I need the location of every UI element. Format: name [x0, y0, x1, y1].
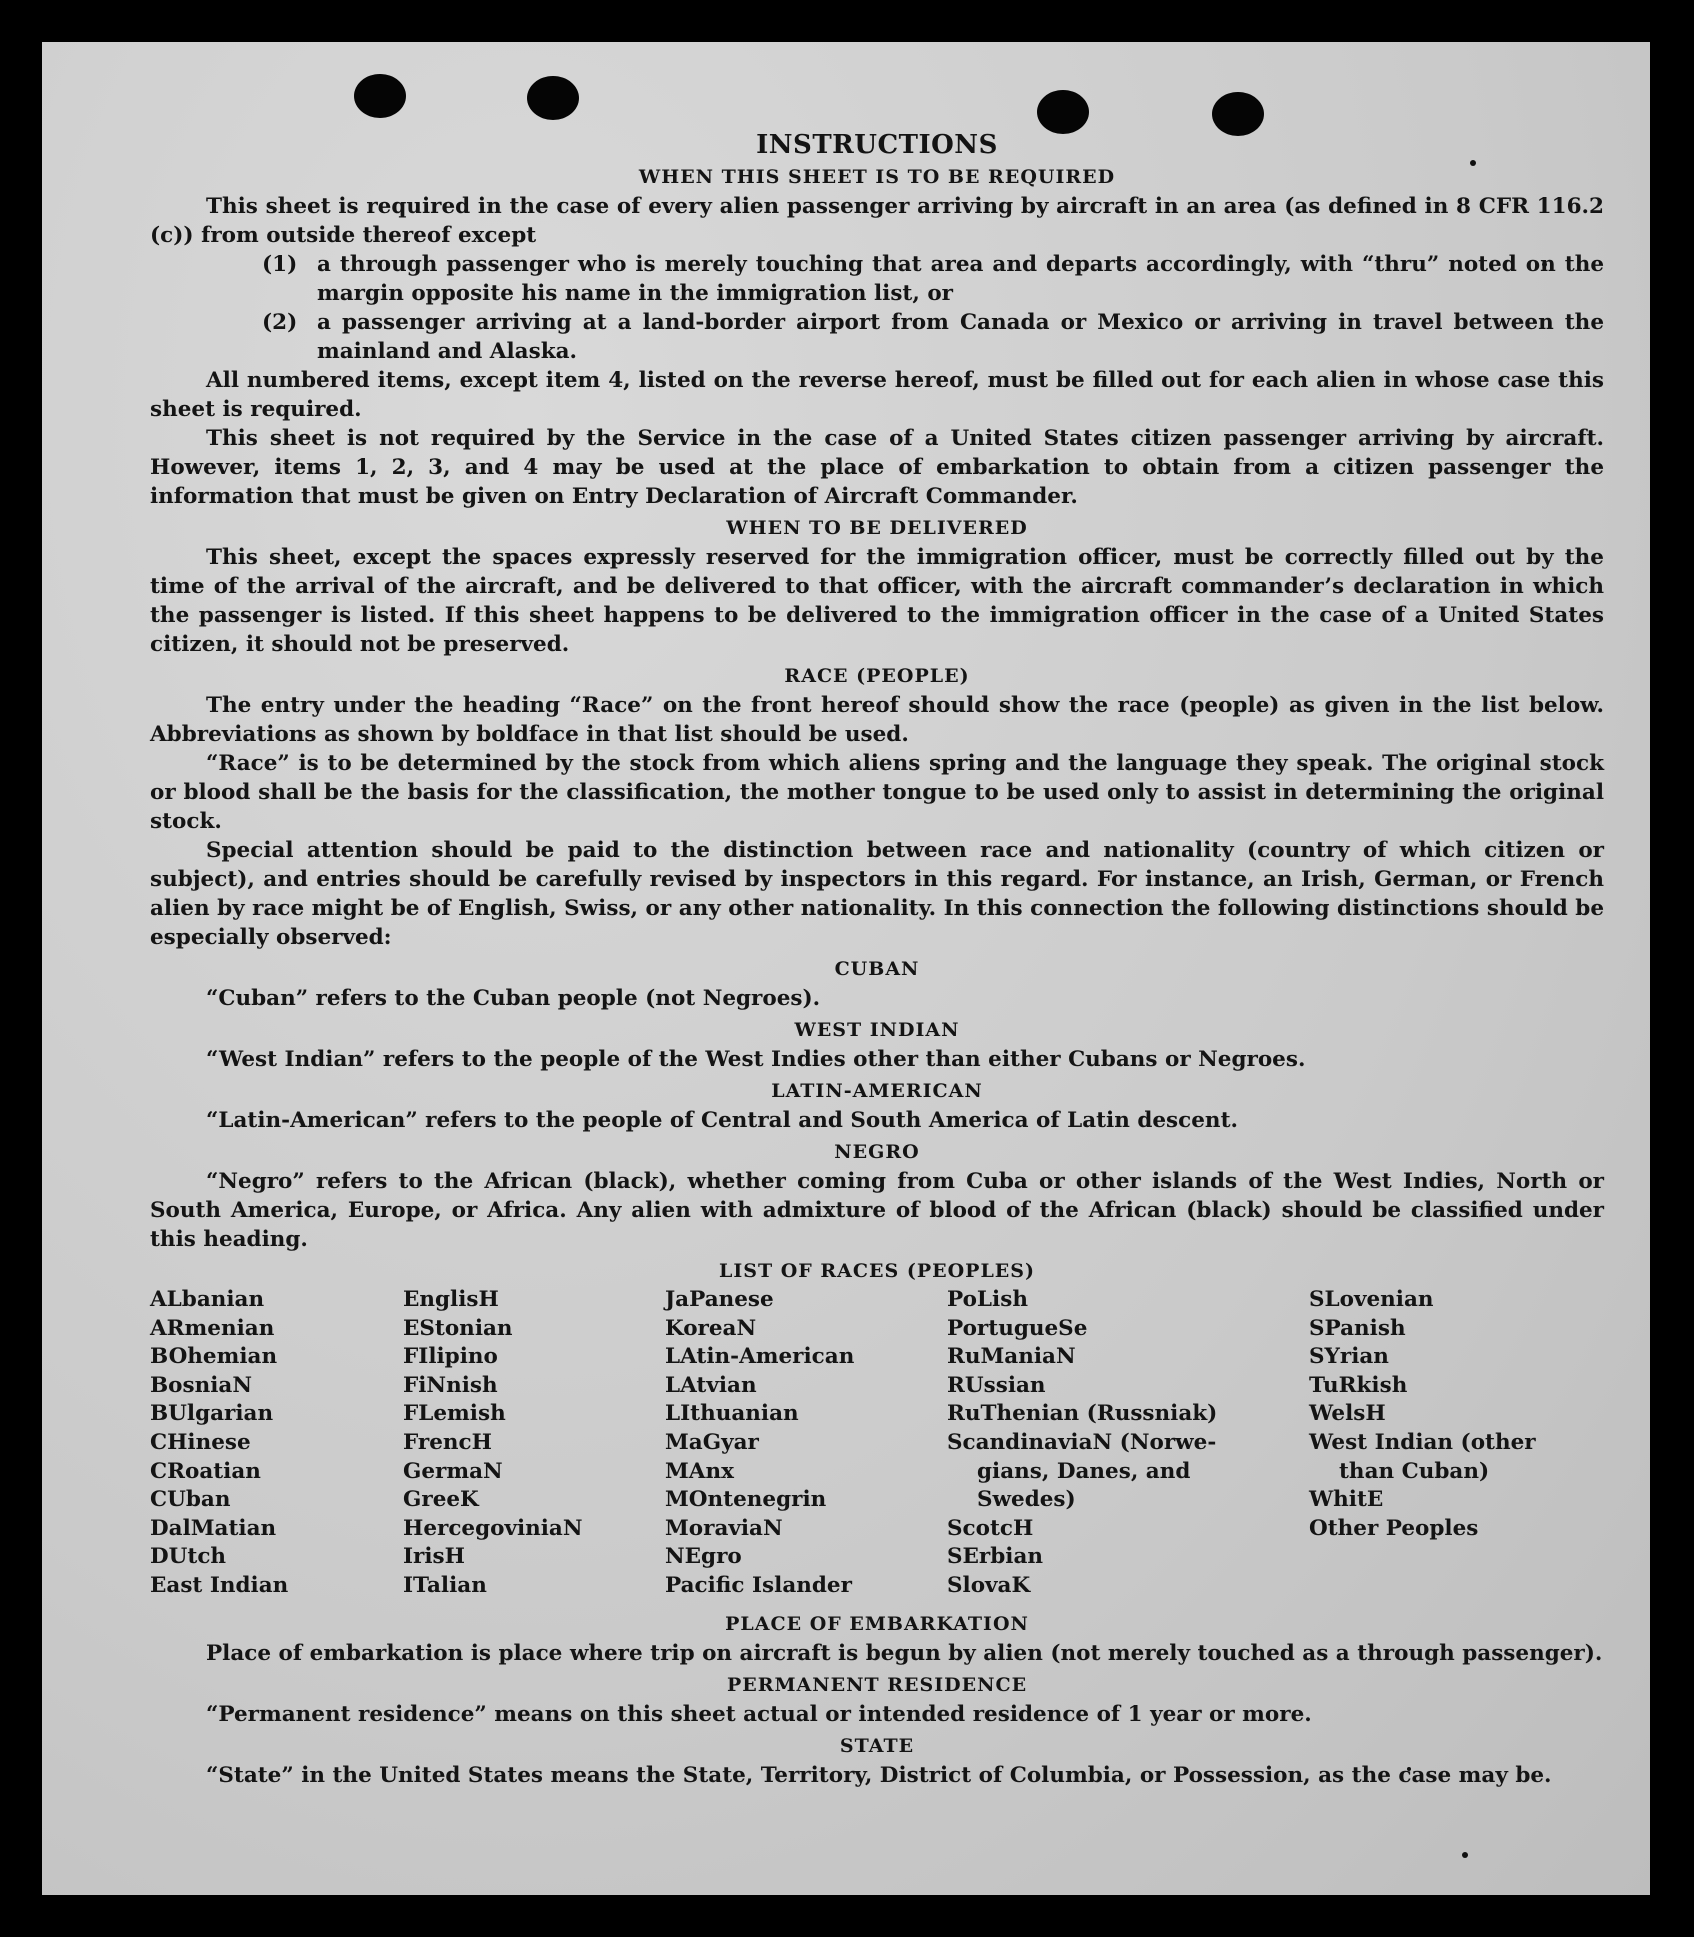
section-heading: WHEN TO BE DELIVERED — [726, 517, 1028, 539]
section-heading: STATE — [839, 1734, 915, 1757]
race-entry: CRoatian — [150, 1458, 261, 1484]
race-entry: GreeK — [403, 1487, 479, 1513]
race-entry: West Indian (other — [1309, 1429, 1536, 1455]
paragraph: Place of embarkation is place where trip on aircraft is begun by alien (not merely touched as a through passenger). — [206, 1640, 1603, 1666]
punch-hole — [527, 76, 579, 120]
race-entry: DalMatian — [150, 1515, 277, 1541]
race-entry: RUssian — [947, 1372, 1046, 1398]
paragraph: “Latin-American” refers to the people of Central and South America of Latin descent. — [206, 1108, 1238, 1133]
race-entry: WhitE — [1309, 1487, 1384, 1513]
race-entry: ALbanian — [150, 1287, 265, 1312]
section-heading: WHEN THIS SHEET IS TO BE REQUIRED — [638, 166, 1116, 188]
paragraph: All numbered items, except item 4, listed on the reverse hereof, must be filled out for each alien in whose case this sheet is required. — [150, 368, 1604, 422]
race-entry: FiNnish — [403, 1372, 498, 1398]
race-entry: Swedes) — [977, 1487, 1076, 1513]
race-entry: RuThenian (Russniak) — [947, 1401, 1218, 1427]
race-entry: ScotcH — [947, 1515, 1034, 1541]
section-heading: PERMANENT RESIDENCE — [726, 1673, 1028, 1696]
paragraph: “West Indian” refers to the people of the West Indies other than either Cubans or Negroes. — [206, 1047, 1306, 1072]
race-entry: SErbian — [947, 1544, 1044, 1570]
race-entry: MAnx — [665, 1458, 734, 1484]
race-entry: KoreaN — [665, 1315, 757, 1341]
race-entry: JaPanese — [665, 1287, 774, 1312]
race-entry: CHinese — [150, 1429, 251, 1455]
item-number: (2) — [262, 310, 298, 335]
races-column — [665, 1286, 947, 1601]
race-entry: CUban — [150, 1487, 231, 1513]
race-entry: SYrian — [1309, 1344, 1389, 1370]
race-entry: DUtch — [150, 1544, 227, 1570]
section-heading: CUBAN — [834, 958, 920, 980]
race-entry: Other Peoples — [1309, 1515, 1479, 1541]
races-column — [1309, 1286, 1559, 1601]
races-column — [150, 1286, 403, 1601]
race-entry: TuRkish — [1309, 1372, 1408, 1398]
race-entry: LAtin-American — [665, 1344, 855, 1370]
race-entry: EStonian — [403, 1315, 513, 1341]
race-entry: SLovenian — [1309, 1287, 1434, 1312]
paragraph: “Race” is to be determined by the stock from which aliens spring and the language they speak. The original stock or blood shall be the basis for the classification, the mother tongue to be used only to assist in determining the original stock. — [150, 751, 1604, 834]
paragraph: “State” in the United States means the State, Territory, District of Columbia, or Possession, as the case may be. — [206, 1762, 1552, 1788]
race-entry: East Indian — [150, 1572, 289, 1598]
races-column — [403, 1286, 665, 1601]
paragraph: “Cuban” refers to the Cuban people (not Negroes). — [206, 986, 821, 1011]
race-entry: HercegoviniaN — [403, 1515, 583, 1541]
paragraph: The entry under the heading “Race” on the front hereof should show the race (people) as given in the list below. Abbreviations as shown by boldface in that list should be used. — [150, 693, 1604, 747]
race-entry: FrencH — [403, 1429, 492, 1455]
race-entry: BosniaN — [150, 1372, 252, 1398]
race-entry: FLemish — [403, 1401, 506, 1427]
race-entry: Pacific Islander — [665, 1572, 852, 1598]
race-entry: gians, Danes, and — [977, 1458, 1191, 1484]
section-heading: NEGRO — [834, 1141, 920, 1163]
race-entry: FIlipino — [403, 1344, 498, 1370]
paragraph: This sheet is not required by the Service in the case of a United States citizen passenger arriving by aircraft. However, items 1, 2, 3, and 4 may be used at the place of embarkation to obtain from a citizen passenger the information that must be given on Entry Declaration of Aircraft Commander. — [150, 426, 1604, 509]
race-entry: MoraviaN — [665, 1515, 783, 1541]
section-heading: PLACE OF EMBARKATION — [725, 1612, 1029, 1635]
paragraph: Special attention should be paid to the distinction between race and nationality (country of which citizen or subject), and entries should be carefully revised by inspectors in this regard. For instance, an Irish, German, or French alien by race might be of English, Swiss, or any other nationality. In this connection the following distinctions should be especially observed: — [150, 838, 1604, 950]
race-entry: ScandinaviaN (Norwe- — [947, 1429, 1217, 1455]
race-entry: GermaN — [403, 1458, 503, 1484]
races-column — [947, 1286, 1309, 1601]
race-entry: MaGyar — [665, 1429, 759, 1455]
race-entry: NEgro — [665, 1544, 742, 1570]
section-heading: WEST INDIAN — [794, 1019, 960, 1041]
race-entry: PortugueSe — [947, 1315, 1088, 1341]
section-heading: LATIN-AMERICAN — [771, 1080, 983, 1102]
paragraph: “Permanent residence” means on this sheet actual or intended residence of 1 year or more. — [206, 1701, 1312, 1727]
item-text: a passenger arriving at a land-border airport from Canada or Mexico or arriving in travel between the mainland and Alaska. — [317, 310, 1604, 364]
document-page — [42, 42, 1650, 1895]
item-number: (1) — [262, 252, 298, 277]
item-text: a through passenger who is merely touching that area and departs accordingly, with “thru” noted on the margin opposite his name in the immigration list, or — [317, 252, 1604, 306]
instructions-content — [150, 130, 1604, 1790]
race-entry: LAtvian — [665, 1372, 757, 1398]
race-entry: BUlgarian — [150, 1401, 274, 1427]
race-entry: than Cuban) — [1339, 1458, 1490, 1484]
section-heading: LIST OF RACES (PEOPLES) — [719, 1260, 1035, 1282]
race-entry: MOntenegrin — [665, 1487, 827, 1513]
list-item — [150, 250, 1604, 308]
race-entry: WelsH — [1309, 1401, 1386, 1427]
punch-hole — [354, 74, 406, 118]
paragraph: This sheet, except the spaces expressly reserved for the immigration officer, must be correctly filled out by the time of the arrival of the aircraft, and be delivered to that officer, with the aircraft commander’s declaration in which the passenger is listed. If this sheet happens to be delivered to the immigration officer in the case of a United States citizen, it should not be preserved. — [150, 545, 1604, 657]
race-entry: SPanish — [1309, 1315, 1406, 1341]
race-entry: ARmenian — [150, 1315, 275, 1341]
race-entry: BOhemian — [150, 1344, 278, 1370]
page-title: INSTRUCTIONS — [756, 130, 998, 160]
section-heading: RACE (PEOPLE) — [784, 665, 970, 687]
races-list — [150, 1286, 1604, 1601]
paragraph: “Negro” refers to the African (black), whether coming from Cuba or other islands of the West Indies, North or South America, Europe, or Africa. Any alien with admixture of blood of the African (black) should be classified under this heading. — [150, 1169, 1604, 1252]
race-entry: ITalian — [403, 1572, 487, 1598]
list-item — [150, 308, 1604, 366]
race-entry: IrisH — [403, 1544, 465, 1570]
race-entry: LIthuanian — [665, 1401, 799, 1427]
paragraph: This sheet is required in the case of every alien passenger arriving by aircraft in an area (as defined in 8 CFR 116.2 (c)) from outside thereof except — [150, 194, 1604, 248]
race-entry: PoLish — [947, 1287, 1028, 1312]
punch-hole — [1037, 90, 1089, 134]
race-entry: RuManiaN — [947, 1344, 1076, 1370]
speck-mark — [1462, 1852, 1468, 1858]
race-entry: EnglisH — [403, 1287, 499, 1312]
race-entry: SlovaK — [947, 1572, 1031, 1598]
